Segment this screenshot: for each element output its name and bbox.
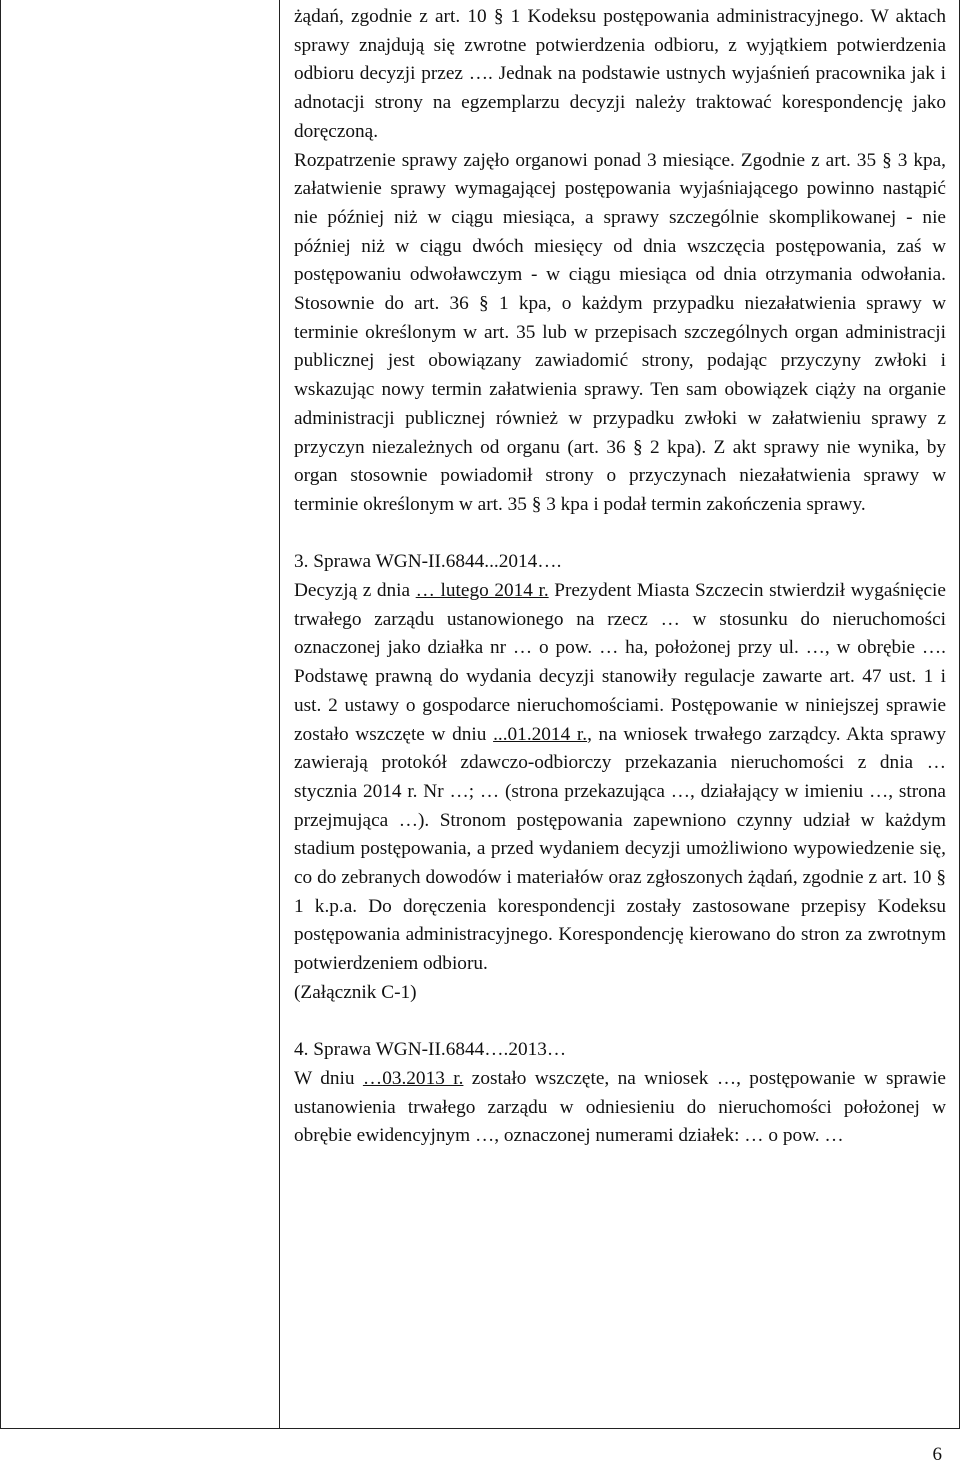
case-3-date-prefix: Decyzją z dnia [294, 580, 411, 602]
case-4-heading: 4. Sprawa WGN-II.6844….2013… [294, 1039, 567, 1061]
case-3-body [294, 577, 946, 979]
case-3-text-a: Prezydent Miasta Szczecin stwierdził wygaśnięcie trwałego zarządu ustanowionego na rzecz … w stosunku do nieruchomości oznaczonej jako działka nr … o pow. … ha, położonej przy ul. …, w obrębie …. Podstawę prawną do wydania decyzji stanowiły regulacje zawarte art. 47 ust. 1 i ust. 2 ustawy o gospodarce nieruchomościami. Postępowanie w niniejszej sprawie zostało wszczęte w dniu [294, 580, 946, 745]
case-3-heading: 3. Sprawa WGN-II.6844...2014…. [294, 551, 562, 573]
left-empty-column [1, 0, 280, 1428]
case-4-date-prefix: W dniu [294, 1067, 363, 1089]
paragraph-delivery: żądań, zgodnie z art. 10 § 1 Kodeksu postępowania administracyjnego. W aktach sprawy znajdują się zwrotne potwierdzenia odbioru, z wyjątkiem potwierdzenia odbioru decyzji przez …. Jednak na podstawie ustnych wyjaśnień pracownika jak i adnotacji strony na egzemplarzu decyzji należy traktować korespondencję jako doręczoną. [294, 6, 946, 142]
page-number: 6 [932, 1444, 942, 1465]
case-4-date: …03.2013 r. [362, 1067, 464, 1089]
case-3-date: … lutego 2014 r. [415, 580, 549, 602]
case-3-text-b: , na wniosek trwałego zarządcy. Akta sprawy zawierają protokół zdawczo-odbiorczy przekazania nieruchomości z dnia … stycznia 2014 r. Nr …; … (strona przekazująca …, działający w imieniu …, strona przejmująca …). Stronom postępowania zapewniono czynny udział w każdym stadium postępowania, a przed wydaniem decyzji umożliwiono wypowiedzenie się, co do zebranych dowodów i materiałów oraz zgłoszonych żądań, zgodnie z art. 10 § 1 k.p.a. Do doręczenia korespondencji zostały zastosowane przepisy Kodeksu postępowania administracyjnego. Korespondencję kierowano do stron za zwrotnym potwierdzeniem odbioru. [294, 723, 946, 975]
case-4-body [294, 1065, 946, 1151]
spacer [294, 1008, 946, 1037]
spacer [294, 520, 946, 549]
case-4-text: zostało wszczęte, na wniosek …, postępowanie w sprawie ustanowienia trwałego zarządu w odniesieniu do nieruchomości położonej w obrębie ewidencyjnym …, oznaczonej numerami działek: … o pow. … [294, 1067, 946, 1147]
paragraph-duration: Rozpatrzenie sprawy zajęło organowi ponad 3 miesiące. Zgodnie z art. 35 § 3 kpa, załatwienie sprawy wymagającej postępowania wyjaśniającego powinno nastąpić nie później niż w ciągu miesiąca, a sprawy szczególnie skomplikowanej - nie później niż w ciągu dwóch miesięcy od dnia wszczęcia postępowania, zaś w postępowaniu odwoławczym - w ciągu miesiąca od dnia otrzymania odwołania. Stosownie do art. 36 § 1 kpa, o każdym przypadku niezałatwienia sprawy w terminie określonym w art. 35 lub w przepisach szczególnych organ administracji publicznej jest obowiązany zawiadomić strony, podając przyczyny zwłoki i wskazując nowy termin załatwienia sprawy. Ten sam obowiązek ciąży na organie administracji publicznej również w przypadku zwłoki w załatwieniu sprawy z przyczyn niezależnych od organu (art. 36 § 2 kpa). Z akt sprawy nie wynika, by organ stosownie powiadomił strony o przyczynach niezałatwienia sprawy w terminie określonym w art. 35 § 3 kpa i podał termin zakończenia sprawy. [294, 149, 946, 515]
right-text-column [294, 3, 946, 1151]
case-3-attachment: (Załącznik C-1) [294, 981, 417, 1003]
case-3-start-date: ...01.2014 r. [493, 723, 588, 745]
